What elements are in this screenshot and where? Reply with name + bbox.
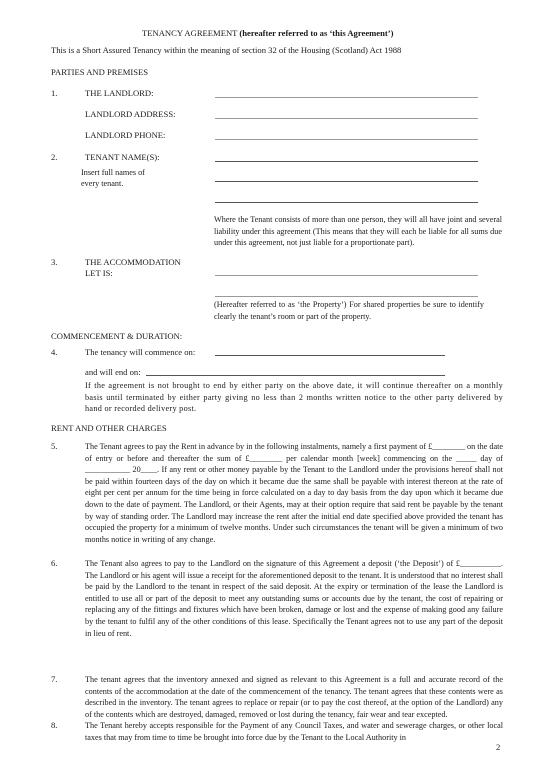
title-main: TENANCY AGREEMENT [142, 28, 238, 38]
item-7-text: The tenant agrees that the inventory annexed and signed as relevant to this Agreement is a full and accurate record of the contents of the accommodation at the date of the commencement of the tenancy. The tenant agrees that these contents were as described in the inventory. The tenant agrees to replace or repair (or to pay the cost thereof, at the option of the Landlord) any of the contents which are destroyed, damaged, removed or lost during the tenancy, fair wear and tear excepted. [85, 675, 503, 719]
item-6-text: The Tenant also agrees to pay to the Landlord on the signature of this Agreement a deposit (‘the Deposit’) of £__________. The Landlord or his agent will issue a receipt for the aforementioned deposit to the tenant. It is understood that no interest shall be paid by the Landlord to the tenant in respect of the said deposit. At the expiry or termination of the lease the Landlord is entitled to use all or part of the deposit to meet any outstanding sums or accounts due by the tenant, the cost of repairing or replacing any of the fittings and fixtures which have been broken, damage or lost and the expense of making good any failure by the tenant to fulfil any of the other conditions of this lease. Specifically the Tenant agrees not to use any part of the deposit in lieu of rent. [85, 559, 503, 638]
tenant-hint-line-2: every tenant. [81, 179, 124, 188]
commence-label: The tenancy will commence on: [85, 347, 196, 357]
item-number-2: 2. [51, 152, 58, 162]
landlord-field[interactable] [215, 97, 478, 98]
item-number-7: 7. [51, 674, 58, 684]
tenant-name-field-2[interactable] [215, 181, 478, 182]
item-number-1: 1. [51, 88, 58, 98]
section-heading-parties: PARTIES AND PREMISES [51, 67, 149, 77]
item-number-4: 4. [51, 347, 58, 357]
item-5-text: The Tenant agrees to pay the Rent in advance by in the following instalments, namely a first payment of £________ on the date of entry or before and thereafter the sum of £________ per calendar month [week] commencing on the _____ day of ___________ 20____. If any rent or other money payable by the Tenant to the Landlord under the provisions hereof shall not be paid within fourteen days of the day on which it became due the same shall be payable with interest thereon at the rate of eight per cent per annum for the time being in force calculated on a day to day basis from the day upon which it became due down to the date of payment. The Landlord, or their Agents, may at their option require that said rent be payable by the tenant by way of standing order. The Landlord may increase the rent after the initial end date specified above provided the tenant has occupied the property for a minimum of twelve months. Under such circumstances the tenant will be given a minimum of two months notice in writing of any change. [85, 442, 503, 544]
landlord-address-label: LANDLORD ADDRESS: [85, 109, 176, 119]
property-note: (Hereafter referred to as ‘the Property’) For shared properties be sure to identify clearly the tenant’s room or part of the property. [214, 300, 484, 321]
tenant-label: TENANT NAME(S): [85, 152, 160, 162]
accommodation-field-2[interactable] [215, 296, 478, 297]
tenant-hint-line-1: Insert full names of [81, 168, 145, 177]
item-number-8: 8. [51, 720, 58, 730]
landlord-phone-label: LANDLORD PHONE: [85, 130, 166, 140]
end-label: and will end on: [85, 367, 141, 377]
title-suffix: (hereafter referred to as ‘this Agreement’) [239, 28, 394, 38]
section-heading-commencement: COMMENCEMENT & DURATION: [51, 331, 183, 341]
page-number: 2 [496, 742, 501, 752]
landlord-label: THE LANDLORD: [85, 88, 154, 98]
tenant-name-field-1[interactable] [215, 161, 478, 162]
landlord-phone-field[interactable] [215, 139, 478, 140]
accommodation-field-1[interactable] [215, 275, 478, 276]
accommodation-label-line-2: LET IS: [85, 268, 113, 278]
document-title [142, 28, 393, 40]
landlord-address-field[interactable] [215, 118, 478, 119]
item-number-5: 5. [51, 441, 58, 451]
intro-text: This is a Short Assured Tenancy within the meaning of section 32 of the Housing (Scotland) Act 1988 [51, 45, 402, 55]
section-heading-rent: RENT AND OTHER CHARGES [51, 423, 167, 433]
end-date-field[interactable] [146, 375, 445, 376]
continuation-text: If the agreement is not brought to end by either party on the above date, it will continue thereafter on a monthly basis until terminated by either party giving no less than 2 months written notice to the other party delivered by hand or recorded delivery post. [85, 381, 503, 414]
accommodation-label-line-1: THE ACCOMMODATION [85, 257, 181, 267]
tenant-name-field-3[interactable] [215, 202, 478, 203]
item-number-6: 6. [51, 558, 58, 568]
item-number-3: 3. [51, 257, 58, 267]
tenant-liability-note: Where the Tenant consists of more than one person, they will all have joint and several liability under this agreement (This means that they will each be liable for all sums due under this agreement, not just liable for a proportionate part). [214, 215, 502, 248]
commence-date-field[interactable] [215, 355, 445, 356]
item-8-text: The Tenant hereby accepts responsible for the Payment of any Council Taxes, and water and sewerage charges, or other local taxes that may from time to time be brought into force due by the Tenant to the Local Authority in [85, 721, 503, 742]
